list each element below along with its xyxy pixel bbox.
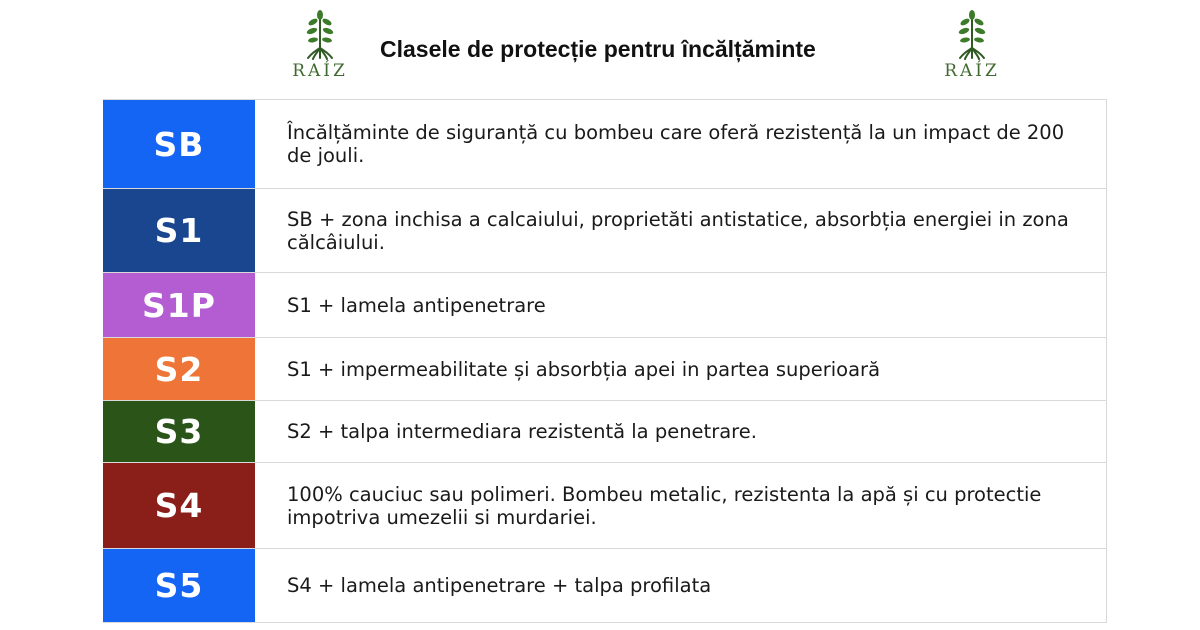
class-badge: S4: [103, 463, 255, 548]
table-row-sb: [103, 99, 1107, 188]
page-title: Clasele de protecție pentru încălțăminte: [380, 36, 816, 62]
table-row-s4: [103, 462, 1107, 548]
table-row-s2: [103, 337, 1107, 400]
class-badge: S2: [103, 338, 255, 400]
class-description: Încălțăminte de siguranță cu bombeu care oferă rezistență la un impact de 200 de jouli.: [255, 100, 1107, 188]
table-row-s5: [103, 548, 1107, 623]
table-row-s1p: [103, 272, 1107, 337]
class-badge: S1P: [103, 273, 255, 337]
class-badge: SB: [103, 100, 255, 188]
class-description: SB + zona inchisa a calcaiului, proprietăti antistatice, absorbția energiei in zona călcâiului.: [255, 189, 1107, 272]
raiz-logo-right: [942, 10, 1002, 86]
class-badge: S5: [103, 549, 255, 622]
class-description: S4 + lamela antipenetrare + talpa profilata: [255, 549, 1107, 622]
raiz-logo-left: [290, 10, 350, 86]
logo-wordmark: RAÍZ: [944, 61, 1000, 81]
class-description: S1 + impermeabilitate și absorbția apei in partea superioară: [255, 338, 1107, 400]
logo-wordmark: RAÍZ: [292, 61, 348, 81]
class-description: 100% cauciuc sau polimeri. Bombeu metalic, rezistenta la apă și cu protectie impotriva umezelii si murdariei.: [255, 463, 1107, 548]
protection-class-table: [103, 99, 1107, 623]
class-description: S2 + talpa intermediara rezistentă la penetrare.: [255, 401, 1107, 462]
table-row-s1: [103, 188, 1107, 272]
class-badge: S1: [103, 189, 255, 272]
tree-icon: [302, 10, 338, 60]
class-badge: S3: [103, 401, 255, 462]
class-description: S1 + lamela antipenetrare: [255, 273, 1107, 337]
tree-icon: [954, 10, 990, 60]
table-row-s3: [103, 400, 1107, 462]
